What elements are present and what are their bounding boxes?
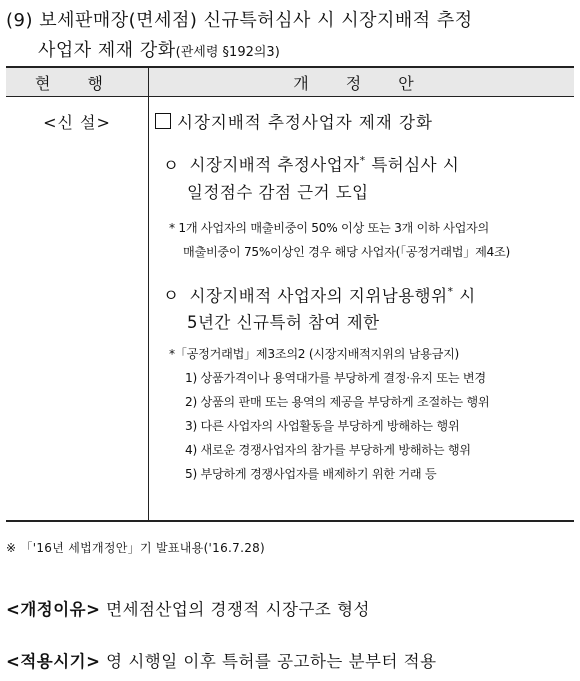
note-line: *「공정거래법」제3조의2 (시장지배적지위의 남용금지)	[169, 347, 459, 361]
reason-label: <개정이유>	[6, 600, 101, 619]
table-header-row	[6, 67, 574, 97]
bullet-item	[163, 147, 566, 206]
circle-bullet-icon: ㅇ	[163, 155, 180, 175]
list-item: 2) 상품의 판매 또는 용역의 제공을 부당하게 조절하는 행위	[185, 395, 490, 409]
source-footnote: ※ 「'16년 세법개정안」기 발표내용('16.7.28)	[6, 541, 266, 555]
asterisk-mark: *	[359, 154, 366, 167]
square-icon	[155, 113, 171, 129]
header-revised: 개 정 안	[149, 67, 575, 97]
revision-title	[155, 109, 566, 133]
comparison-table	[6, 66, 574, 522]
heading-reference: (관세령 §192의3)	[175, 45, 280, 60]
bullet-text: 시장지배적 사업자의 지위남용행위	[189, 286, 448, 305]
reason-text: 면세점산업의 경쟁적 시장구조 형성	[100, 600, 370, 619]
effective-label: <적용시기>	[6, 652, 101, 671]
revision-reason	[6, 596, 370, 620]
current-cell: <신 설>	[6, 97, 149, 522]
heading-line-2: 사업자 제재 강화	[38, 40, 176, 61]
bullet-text-tail: 시	[453, 286, 476, 305]
asterisk-mark: *	[447, 284, 454, 298]
section-heading	[6, 6, 574, 68]
bullet-text-continued: 5년간 신규특허 참여 제한	[187, 313, 380, 332]
bullet-text-continued: 일정점수 감점 근거 도입	[187, 182, 369, 202]
revision-title-text: 시장지배적 추정사업자 제재 강화	[177, 113, 433, 132]
footnote-item	[169, 342, 566, 486]
bullet-text: 시장지배적 추정사업자	[189, 155, 360, 175]
list-item: 4) 새로운 경쟁사업자의 참가를 부당하게 방해하는 행위	[185, 443, 471, 457]
note-line-continued: 매출비중이 75%이상인 경우 해당 사업자(「공정거래법」제4조)	[183, 244, 510, 259]
bullet-item	[163, 278, 566, 337]
effective-date	[6, 648, 437, 672]
header-current: 현 행	[6, 67, 149, 97]
list-item: 3) 다른 사업자의 사업활동을 부당하게 방해하는 행위	[185, 419, 460, 433]
footnote-item	[169, 216, 566, 264]
table-row	[6, 97, 574, 522]
list-item: 5) 부당하게 경쟁사업자를 배제하기 위한 거래 등	[185, 467, 437, 481]
list-item: 1) 상품가격이나 용역대가를 부당하게 결정·유지 또는 변경	[185, 371, 486, 385]
bullet-text-tail: 특허심사 시	[365, 155, 460, 175]
revised-cell	[149, 97, 575, 522]
note-line: * 1개 사업자의 매출비중이 50% 이상 또는 3개 이하 사업자의	[169, 220, 489, 235]
heading-line-1: (9) 보세판매장(면세점) 신규특허심사 시 시장지배적 추정	[6, 10, 473, 31]
circle-bullet-icon: ㅇ	[163, 286, 180, 305]
effective-text: 영 시행일 이후 특허를 공고하는 분부터 적용	[100, 652, 437, 671]
